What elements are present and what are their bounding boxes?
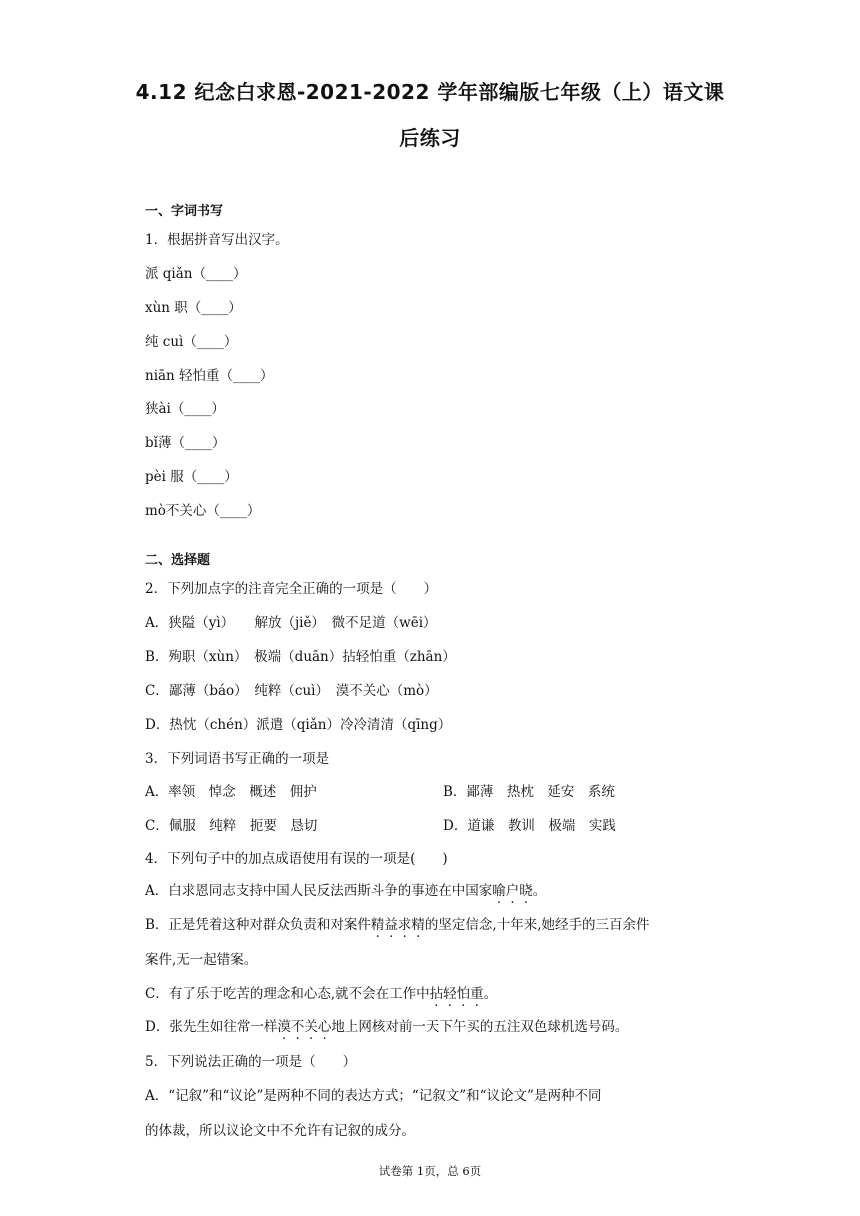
dotted-char: 重 (470, 986, 484, 1002)
dotted-char: 喻 (492, 883, 506, 899)
q4-option-c (145, 984, 497, 1004)
q4-d-dotted-idiom (277, 1019, 331, 1035)
q4-a-dotted-idiom (492, 883, 533, 899)
dotted-char: 关 (304, 1019, 318, 1035)
q2-option-c: C．鄙薄（báo） 纯粹（cuì） 漠不关心（mò） (145, 683, 438, 699)
q3-option-a: A．率领 悼念 概述 佣护 (145, 784, 317, 800)
dotted-char: 户 (505, 883, 520, 899)
q1-item: niān 轻怕重（____） (145, 368, 274, 384)
q1-item: pèi 服（____） (145, 469, 238, 485)
dotted-char: 精 (370, 917, 385, 933)
q4-a-text: A．白求恩同志支持中国人民反法西斯斗争的事迹在中国家 (145, 883, 493, 899)
dotted-char: 心 (317, 1019, 332, 1035)
section-heading-1: 一、字词书写 (145, 204, 224, 219)
dotted-char: 益 (384, 917, 398, 933)
dotted-char: 晓 (519, 883, 533, 899)
question-1: 1．根据拼音写出汉字。 (145, 232, 289, 248)
q1-item: xùn 职（____） (145, 300, 242, 316)
q4-b-dotted-idiom (371, 917, 425, 933)
q4-option-a (145, 881, 546, 901)
q1-item: bǐ薄（____） (145, 435, 226, 451)
dotted-char: 不 (290, 1019, 305, 1035)
question-5: 5．下列说法正确的一项是（ ） (145, 1054, 357, 1070)
q2-option-b: B．殉职（xùn） 极端（duān）拈轻怕重（zhān） (145, 649, 456, 665)
dotted-char: 轻 (443, 986, 457, 1002)
q4-option-d (145, 1017, 628, 1037)
q4-c-text: C．有了乐于吃苦的理念和心态,就不会在工作中 (145, 986, 430, 1002)
q1-item: 狭ài（____） (145, 401, 225, 417)
question-2: 2．下列加点字的注音完全正确的一项是（ ） (145, 581, 438, 597)
q4-c-dotted-idiom (430, 986, 484, 1002)
q1-item: 纯 cuì（____） (145, 334, 238, 350)
q4-a-end: 。 (532, 883, 547, 899)
q5-option-a-cont: 的体裁，所以议论文中不允许有记叙的成分。 (145, 1123, 415, 1139)
q2-option-d: D．热忱（chén）派遣（qiǎn）冷冷清清（qīng） (145, 717, 452, 733)
question-4: 4．下列句子中的加点成语使用有误的一项是( ) (145, 851, 448, 867)
q1-item: 派 qiǎn（____） (145, 266, 247, 282)
q3-option-b: B．鄙薄 热枕 延安 系统 (443, 784, 615, 800)
q1-item: mò不关心（____） (145, 503, 261, 519)
q3-option-d: D．道谦 教训 极端 实践 (443, 818, 616, 834)
q4-c-end: 。 (483, 986, 498, 1002)
q5-option-a: A．“记叙”和“议论”是两种不同的表达方式；“记叙文”和“议论文”是两种不同 (145, 1088, 602, 1104)
question-3: 3．下列词语书写正确的一项是 (145, 751, 330, 767)
q4-b-text: B．正是凭着这种对群众负责和对案件 (145, 917, 371, 933)
q4-b-rest: 的坚定信念,十年来,她经手的三百余件 (424, 917, 650, 933)
dotted-char: 怕 (456, 986, 471, 1002)
dotted-char: 漠 (277, 1019, 291, 1035)
dotted-char: 精 (411, 917, 425, 933)
dotted-char: 拈 (429, 986, 444, 1002)
q4-d-text: D．张先生如往常一样 (145, 1019, 278, 1035)
section-heading-2: 二、选择题 (145, 553, 211, 568)
q2-option-a: A．狭隘（yì） 解放（jiě） 微不足道（wēi） (145, 615, 437, 631)
q4-d-rest: 地上网核对前一天下午买的五注双色球机选号码。 (331, 1019, 629, 1035)
document-title-line1: 4.12 纪念白求恩-2021-2022 学年部编版七年级（上）语文课 (135, 80, 725, 104)
dotted-char: 求 (397, 917, 412, 933)
page-footer: 试卷第 1页，总 6页 (378, 1164, 482, 1178)
q4-option-b (145, 915, 650, 935)
q4-option-b-cont: 案件,无一起错案。 (145, 952, 258, 968)
q3-option-c: C．佩服 纯粹 扼要 恳切 (145, 818, 318, 834)
document-title-line2: 后练习 (399, 126, 461, 150)
